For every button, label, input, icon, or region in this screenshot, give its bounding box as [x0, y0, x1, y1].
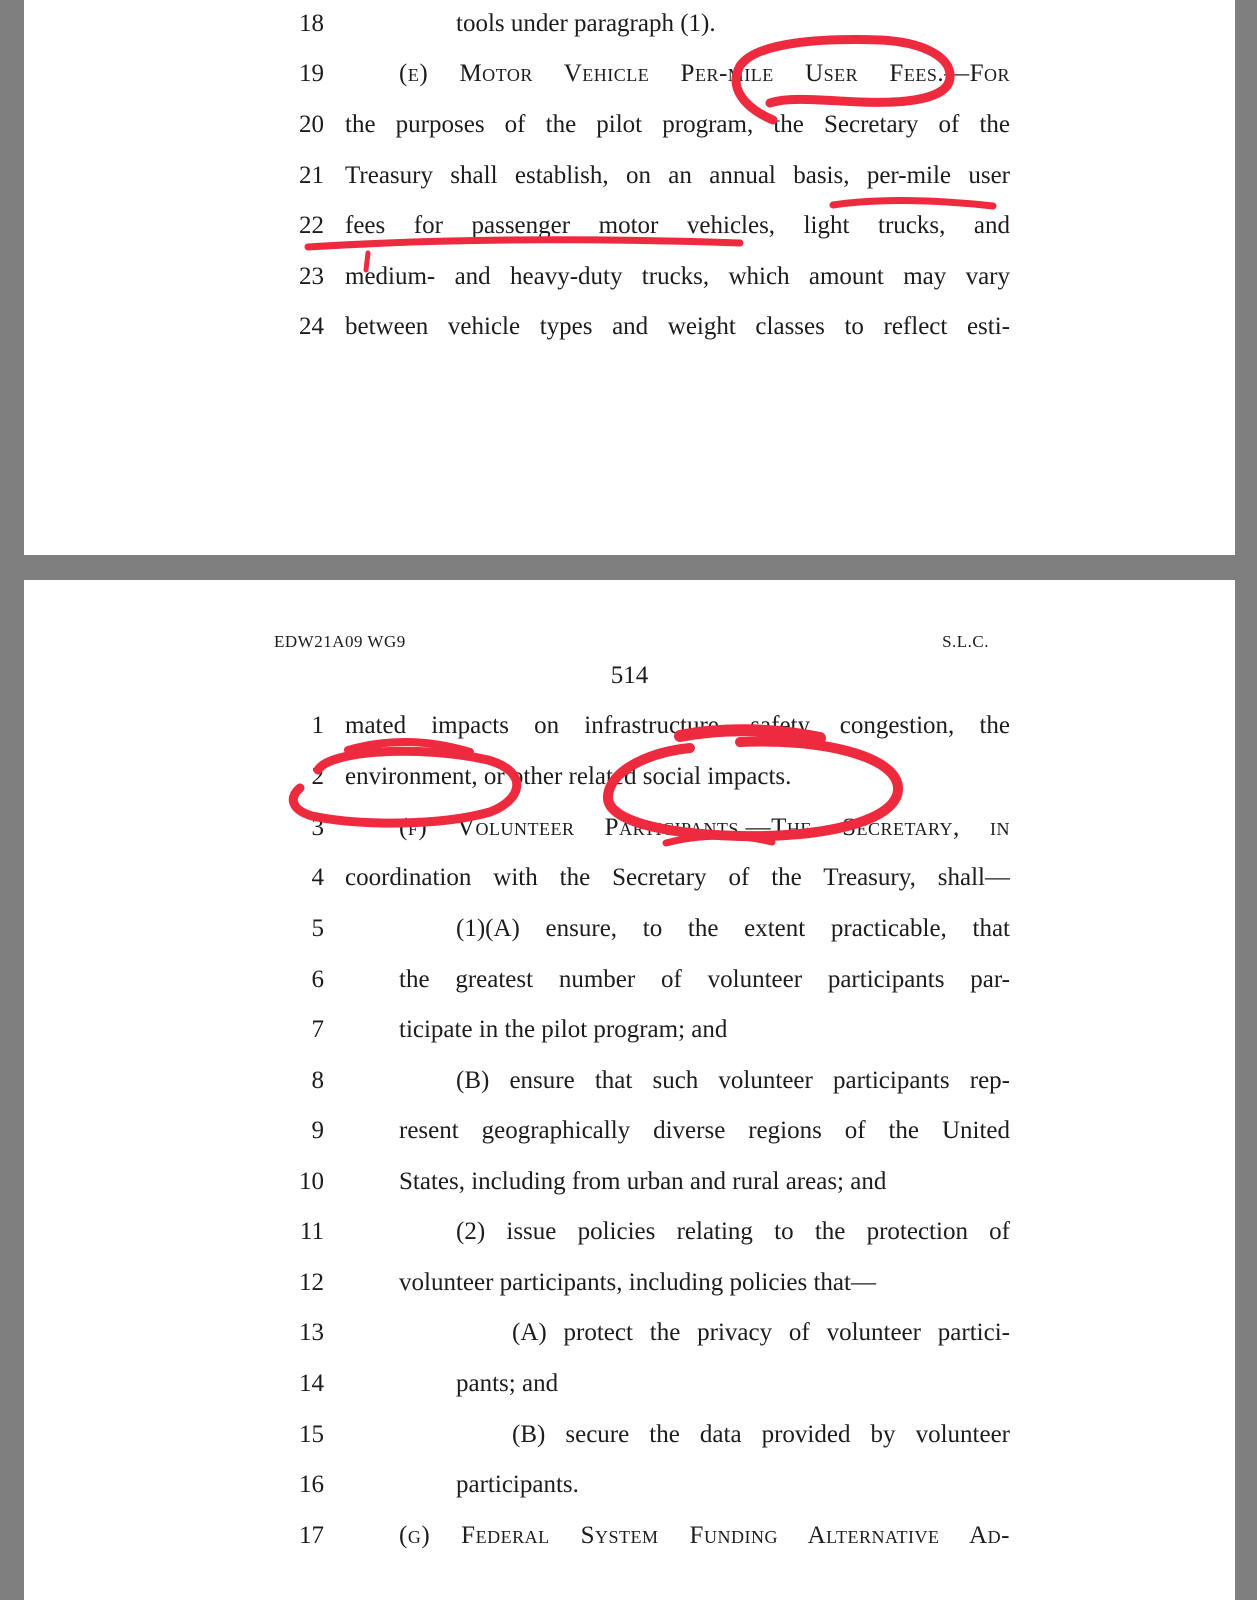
line-number: 7: [311, 1016, 324, 1043]
text-line: [270, 960, 1010, 1000]
line-text: the greatest number of volunteer participants par-: [399, 966, 1010, 993]
line-text: resent geographically diverse regions of the United: [399, 1117, 1010, 1144]
line-number: 1: [311, 712, 324, 739]
text-line: [270, 1516, 1010, 1556]
line-number: 13: [299, 1319, 324, 1346]
text-line: [270, 257, 1010, 297]
line-number: 5: [311, 915, 324, 942]
line-text: (A) protect the privacy of volunteer partici-: [512, 1319, 1010, 1346]
text-line: [270, 1061, 1010, 1101]
document-page-bottom: [24, 580, 1235, 1600]
section-heading-line: (f) Volunteer Participants.—The Secretary, in: [399, 814, 1010, 841]
line-number: 22: [299, 212, 324, 239]
line-text: (1)(A) ensure, to the extent practicable, that: [456, 915, 1010, 942]
line-number: 17: [299, 1522, 324, 1549]
line-number: 23: [299, 263, 324, 290]
line-text: the purposes of the pilot program, the Secretary of the: [345, 111, 1010, 138]
document-id-header: EDW21A09 WG9: [274, 632, 406, 651]
line-text: environment, or other related social impacts.: [345, 763, 792, 790]
line-number: 14: [299, 1370, 324, 1397]
section-heading-line: (e) Motor Vehicle Per-mile User Fees.—For: [399, 60, 1010, 87]
line-text: between vehicle types and weight classes to reflect esti-: [345, 313, 1010, 340]
text-line: [270, 909, 1010, 949]
text-line: [270, 54, 1010, 94]
text-line: [270, 858, 1010, 898]
line-text: coordination with the Secretary of the Treasury, shall—: [345, 864, 1010, 891]
text-line: [270, 105, 1010, 145]
line-number: 19: [299, 60, 324, 87]
line-number: 10: [299, 1168, 324, 1195]
document-page-top: [24, 0, 1235, 555]
line-text: mated impacts on infrastructure, safety, congestion, the: [345, 712, 1010, 739]
text-line: [270, 1010, 1010, 1050]
slc-header: S.L.C.: [942, 632, 989, 651]
line-number: 24: [299, 313, 324, 340]
line-text: tools under paragraph (1).: [456, 10, 716, 37]
line-number: 20: [299, 111, 324, 138]
line-text: volunteer participants, including policies that—: [399, 1269, 876, 1296]
text-line: [270, 706, 1010, 746]
line-number: 3: [311, 814, 324, 841]
text-line: [270, 1111, 1010, 1151]
text-line: [270, 757, 1010, 797]
line-text: fees for passenger motor vehicles, light trucks, and: [345, 212, 1010, 239]
section-heading-line: (g) Federal System Funding Alternative Ad-: [399, 1522, 1010, 1549]
line-text: States, including from urban and rural areas; and: [399, 1168, 887, 1195]
line-number: 11: [299, 1218, 324, 1245]
line-number: 18: [299, 10, 324, 37]
line-text: Treasury shall establish, on an annual basis, per-mile user: [345, 162, 1010, 189]
line-text: (B) ensure that such volunteer participants rep-: [456, 1067, 1010, 1094]
line-text: ticipate in the pilot program; and: [399, 1016, 728, 1043]
line-number: 9: [311, 1117, 324, 1144]
text-line: [270, 1212, 1010, 1252]
line-text: (B) secure the data provided by volunteer: [512, 1421, 1010, 1448]
line-number: 15: [299, 1421, 324, 1448]
text-line: [270, 1465, 1010, 1505]
line-text: participants.: [456, 1471, 579, 1498]
line-text: pants; and: [456, 1370, 559, 1397]
text-line: [270, 4, 1010, 44]
page-number: 514: [610, 662, 649, 689]
line-text: (2) issue policies relating to the protection of: [456, 1218, 1010, 1245]
line-number: 4: [311, 864, 324, 891]
line-number: 21: [299, 162, 324, 189]
text-line: [270, 206, 1010, 246]
line-number: 8: [311, 1067, 324, 1094]
line-text: medium- and heavy-duty trucks, which amount may vary: [345, 263, 1010, 290]
text-line: [270, 1313, 1010, 1353]
text-line: [270, 808, 1010, 848]
text-line: [270, 1162, 1010, 1202]
line-number: 6: [311, 966, 324, 993]
line-number: 2: [311, 763, 324, 790]
text-line: [270, 1415, 1010, 1455]
text-line: [270, 156, 1010, 196]
line-number: 12: [299, 1269, 324, 1296]
text-line: [270, 307, 1010, 347]
text-line: [270, 1364, 1010, 1404]
line-number: 16: [299, 1471, 324, 1498]
text-line: [270, 1263, 1010, 1303]
